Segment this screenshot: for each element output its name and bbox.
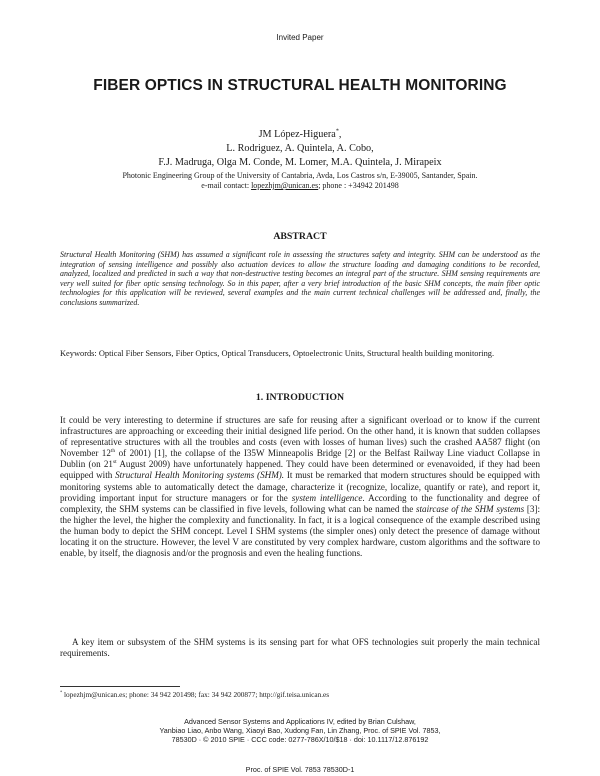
- citation-line-2: Yanbiao Liao, Anbo Wang, Xiaoyi Bao, Xudong Fan, Lin Zhang, Proc. of SPIE Vol. 7853,: [159, 726, 441, 735]
- p1-text-f: [3]: the higher the level, the higher the complexity and functionality. In fact, it is a logical consequence of the example described using the human body to depict the SHM concept. Level I SHM systems (the simpler ones) only detect the presence of damage without locating it on the structure. However, the level V are constituted by very complex hardware, custom algorithms and the software to enable, by itself, the diagnosis and/or the prognosis and even the healing functions.: [60, 503, 541, 559]
- footnote-rule: [60, 686, 180, 687]
- author-line-1-trail: ,: [338, 129, 342, 140]
- p1-italic-shm: Structural Health Monitoring systems (SHM).: [115, 470, 285, 481]
- author-lead-name: JM López-Higuera: [258, 129, 336, 140]
- section-heading-introduction: 1. INTRODUCTION: [255, 392, 345, 403]
- footnote-mark: *: [60, 689, 63, 695]
- keywords-text: Optical Fiber Sensors, Fiber Optics, Optical Transducers, Optoelectronic Units, Structural health building monitoring.: [96, 349, 495, 358]
- keywords: [60, 349, 540, 360]
- p1-text-b: of 2001) [1], the collapse of the I35W Minneapolis Bridge [2] or the Belfast Railway Line viaduct Collapse in Dublin (on 21: [60, 448, 540, 470]
- contact-line: [0, 181, 600, 190]
- p1-text-d: It must be remarked that modern structures should be equipped with monitoring systems able to automatically detect the damage, characterize it (recognize, localize, quantify or rate), and report it, providing important input for structure managers or for the: [60, 470, 540, 503]
- p1-sup-st: st: [112, 459, 117, 466]
- contact-phone: ; phone : +34942 201498: [318, 181, 399, 190]
- p1-sup-th: th: [110, 448, 116, 455]
- p1-text-a: It could be very interesting to determine if structures are safe for reusing after a significant overload or to know if the current infrastructures are approaching or exceeding their initial designed life period. On the other hand, it is known that sudden collapses of representative structures with all the troubles and costs (even with losses of human lives) such the crashed AA587 flight (on November 12: [60, 415, 540, 459]
- footnote-text: lopezhjm@unican.es; phone: 34 942 201498; fax: 34 942 200877; http://gif.teisa.unican.es: [62, 690, 330, 699]
- page-info: Proc. of SPIE Vol. 7853 78530D-1: [245, 765, 355, 774]
- paper-title: FIBER OPTICS IN STRUCTURAL HEALTH MONITORING: [93, 77, 507, 94]
- intro-paragraph-2: A key item or subsystem of the SHM systems is its sensing part for what OFS technologies suit properly the main technical requirements.: [60, 637, 540, 659]
- intro-paragraph-1: [60, 415, 540, 559]
- abstract-heading: ABSTRACT: [273, 231, 327, 242]
- keywords-label: Keywords:: [60, 349, 97, 358]
- p1-italic-system-intelligence: system intelligence: [291, 492, 363, 503]
- contact-prefix: e-mail contact:: [201, 181, 252, 190]
- p1-text-e: . According to the functionality and degree of complexity, the SHM systems can be classified in five levels, following what can be named the: [60, 492, 540, 514]
- p1-italic-staircase: staircase of the SHM systems: [415, 503, 525, 514]
- author-footnote-mark: *: [335, 128, 339, 135]
- p1-text-c: August 2009) have unfortunately happened. They could have been determined or evenavoided, if they had been equipped with: [60, 459, 540, 481]
- citation-line-1: Advanced Sensor Systems and Applications IV, edited by Brian Culshaw,: [184, 717, 416, 726]
- author-line-2: L. Rodriguez, A. Quintela, A. Cobo,: [226, 143, 374, 154]
- affiliation: Photonic Engineering Group of the University of Cantabria, Avda, Los Castros s/n, E-39005, Santander, Spain.: [122, 171, 478, 180]
- citation-line-3: 78530D · © 2010 SPIE · CCC code: 0277-786X/10/$18 · doi: 10.1117/12.876192: [171, 735, 429, 744]
- invited-paper-label: Invited Paper: [276, 33, 324, 42]
- footnote: [60, 690, 329, 699]
- author-line-3: F.J. Madruga, Olga M. Conde, M. Lomer, M.A. Quintela, J. Mirapeix: [158, 157, 442, 168]
- abstract-text: Structural Health Monitoring (SHM) has assumed a significant role in assessing the structures safety and integrity. SHM can be understood as the integration of sensing intelligence and possibly also actuation devices to allow the structure loading and damaging conditions to be recorded, analyzed, localized and predicted in such a way that non-destructive testing becomes an integral part of the structure. SHM sensing requirements are very well suited for fiber optic sensing technology. So in this paper, after a very brief introduction of the basic SHM concepts, the main fiber optic technologies for this application will be reviewed, several examples and the main current technical challenges will be addressed and, finally, the conclusions summarized.: [60, 250, 540, 307]
- author-line-1: [0, 129, 600, 140]
- contact-email-link[interactable]: lopezhjm@unican.es: [251, 181, 319, 190]
